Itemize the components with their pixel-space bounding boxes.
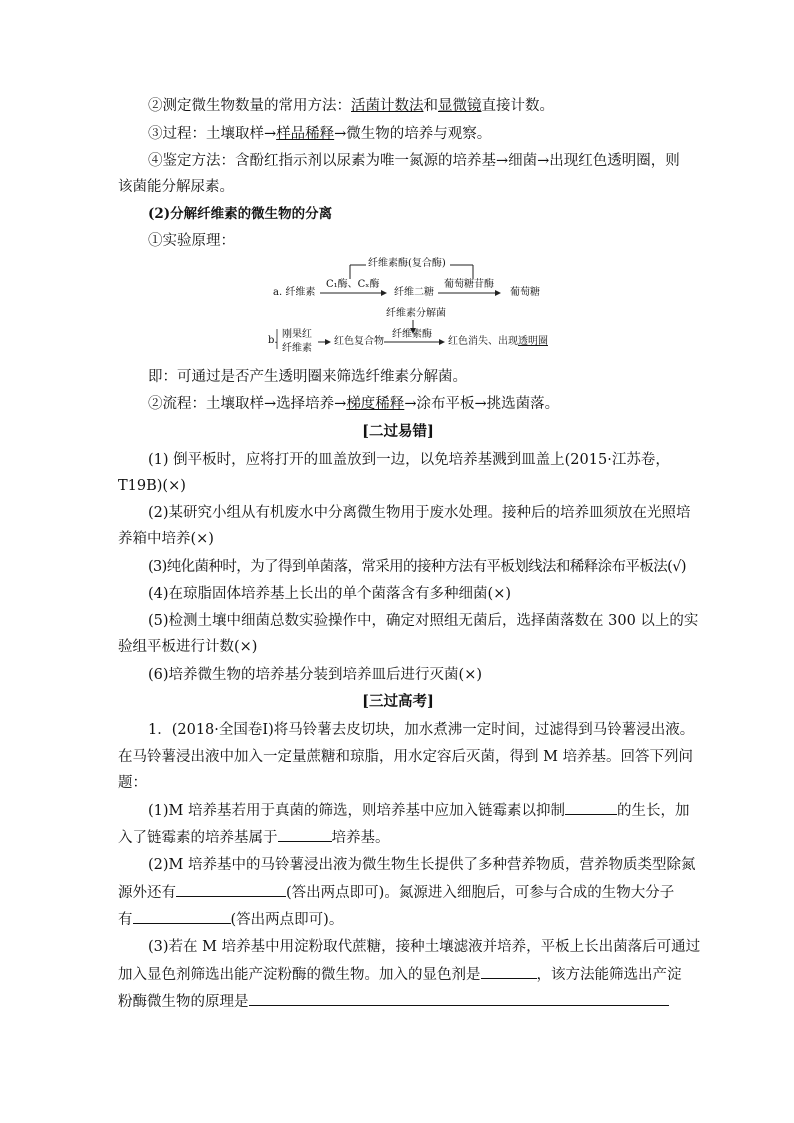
label-cellulase-complex: 纤维素酶(复合酶) [368,258,446,269]
label-cellulase: 纤维素酶 [392,329,432,340]
label-cellulose-b: 纤维素 [282,343,312,354]
heading-third-pass: [三过高考] [362,693,434,710]
label-b: b. [268,335,278,346]
question-stem: 1．(2018·全国卷Ⅰ)将马铃薯去皮切块，加水煮沸一定时间，过滤得到马铃薯浸出液。 [148,722,695,738]
error-item: (4)在琼脂固体培养基上长出的单个菌落含有多种细菌(×) [148,586,512,602]
sub-question-1: (1)M 培养基若用于真菌的筛选，则培养基中应加入链霉素以抑制 的生长，加 [148,800,678,821]
label-c-enzymes: C₁酶、Cₓ酶 [326,279,380,290]
answer-blank[interactable] [176,882,286,897]
error-item: (6)培养微生物的培养基分装到培养皿后进行灭菌(×) [148,667,483,683]
text-line: ①实验原理： [148,233,235,249]
sub-question-2-cont: 有 (答出两点即可)。 [118,909,678,930]
answer-blank[interactable] [278,827,332,842]
cellulose-diagram [268,253,568,363]
sub-question-2-cont: 源外还有 (答出两点即可)。氮源进入细胞后，可参与合成的生物大分子 [118,882,678,903]
label-red-complex: 红色复合物 [334,336,384,347]
error-item: (5)检测土壤中细菌总数实验操作中，确定对照组无菌后，选择菌落数在 300 以上的实 [148,613,699,629]
subheading: (2)分解纤维素的微生物的分离 [148,206,333,222]
label-congo-red: 刚果红 [282,329,312,340]
question-stem: 题： [118,775,147,791]
answer-blank[interactable] [565,800,617,815]
label-glucosidase: 葡萄糖苷酶 [444,279,494,290]
text-line: ②测定微生物数量的常用方法：活菌计数法和显微镜直接计数。 [148,98,554,114]
error-item: (3)纯化菌种时，为了得到单菌落，常采用的接种方法有平板划线法和稀释涂布平板法(√) [148,559,686,575]
error-item: (1) 倒平板时，应将打开的皿盖放到一边，以免培养基溅到皿盖上(2015·江苏卷， [148,452,670,468]
answer-blank[interactable] [133,909,231,924]
text-line: 即：可通过是否产生透明圈来筛选纤维素分解菌。 [148,369,467,385]
error-item-cont: T19B)(×) [118,478,186,494]
label-cellobiose: 纤维二糖 [394,287,434,298]
sub-question-2: (2)M 培养基中的马铃薯浸出液为微生物生长提供了多种营养物质，营养物质类型除氮 [148,857,696,873]
error-item: (2)某研究小组从有机废水中分离微生物用于废水处理。接种后的培养皿须放在光照培 [148,505,691,521]
label-a-cellulose: a. 纤维素 [273,287,316,298]
text-line: 该菌能分解尿素。 [118,179,234,195]
heading-second-pass: [二过易错] [362,423,434,440]
sub-question-1-cont: 入了链霉素的培养基属于 培养基。 [118,827,678,848]
answer-blank[interactable] [481,964,537,979]
label-result: 红色消失、出现透明圈 [448,336,548,347]
answer-blank[interactable] [249,991,669,1006]
sub-question-3-cont: 粉酶微生物的原理是 [118,991,678,1012]
sub-question-3: (3)若在 M 培养基中用淀粉取代蔗糖，接种土壤滤液并培养，平板上长出菌落后可通过 [148,939,701,955]
text-line: ②流程：土壤取样→选择培养→梯度稀释→涂布平板→挑选菌落。 [148,396,560,412]
text-line: ④鉴定方法：含酚红指示剂以尿素为唯一氮源的培养基→细菌→出现红色透明圈，则 [148,153,680,169]
sub-question-3-cont: 加入显色剂筛选出能产淀粉酶的微生物。加入的显色剂是 ，该方法能筛选出产淀 [118,964,678,985]
label-glucose: 葡萄糖 [510,287,540,298]
error-item-cont: 验组平板进行计数(×) [118,639,258,655]
error-item-cont: 养箱中培养(×) [118,531,214,547]
label-cellulose-bacteria: 纤维素分解菌 [386,308,446,319]
text-line: ③过程：土壤取样→样品稀释→微生物的培养与观察。 [148,126,492,142]
question-stem: 在马铃薯浸出液中加入一定量蔗糖和琼脂，用水定容后灭菌，得到 M 培养基。回答下列问 [118,749,694,765]
